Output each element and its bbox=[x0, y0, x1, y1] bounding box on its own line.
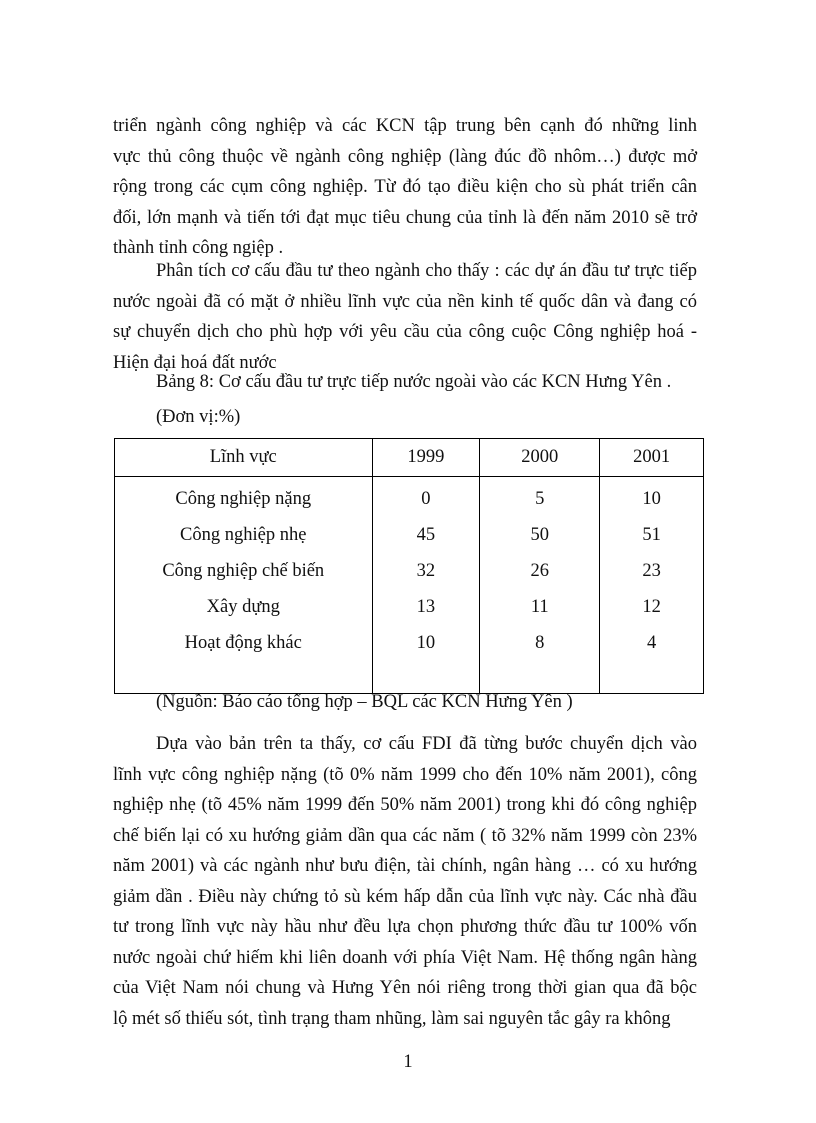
paragraph-3-line: lĩnh vực công nghiệp nặng (tõ 0% năm 1999 cho đến 10% năm 2001), công bbox=[113, 764, 697, 785]
table-row bbox=[115, 589, 704, 625]
paragraph-2 bbox=[113, 256, 697, 378]
table-row bbox=[115, 477, 704, 518]
paragraph-2-line: nước ngoài đã có mặt ở nhiều lĩnh vực của nền kinh tế quốc dân và đang có bbox=[113, 291, 697, 312]
table-row bbox=[115, 553, 704, 589]
table-cell: Công nghiệp chế biến bbox=[115, 553, 373, 589]
paragraph-1-line: thành tỉnh công ngiệp . bbox=[113, 238, 284, 258]
paragraph-3-line: của Việt Nam nói chung và Hưng Yên nói riêng trong thời gian qua đã bộc bbox=[113, 978, 697, 998]
paragraph-3-line: nghiệp nhẹ (tõ 45% năm 1999 đến 50% năm 2001) trong khi đó công nghiệp bbox=[113, 795, 697, 815]
table-unit: (Đơn vị:%) bbox=[156, 407, 241, 427]
table-header-cell: 1999 bbox=[372, 439, 480, 477]
table-cell: 23 bbox=[600, 553, 704, 589]
paragraph-2-line: sự chuyển dịch cho phù hợp với yêu cầu của công cuộc Công nghiệp hoá - bbox=[113, 322, 697, 342]
table-cell bbox=[480, 661, 600, 694]
table-cell: 26 bbox=[480, 553, 600, 589]
table-cell bbox=[600, 661, 704, 694]
table-cell: 0 bbox=[372, 477, 480, 518]
table-row bbox=[115, 625, 704, 661]
table-cell bbox=[372, 661, 480, 694]
table-cell: 32 bbox=[372, 553, 480, 589]
table-cell: 51 bbox=[600, 517, 704, 553]
table-cell: 5 bbox=[480, 477, 600, 518]
table-caption: Bảng 8: Cơ cấu đầu tư trực tiếp nước ngoài vào các KCN Hưng Yên . bbox=[156, 372, 672, 392]
table-header-cell: 2000 bbox=[480, 439, 600, 477]
investment-structure-table bbox=[114, 438, 704, 694]
paragraph-3-line: lộ mét số thiếu sót, tình trạng tham nhũng, làm sai nguyên tắc gây ra không bbox=[113, 1008, 671, 1029]
table-cell: Hoạt động khác bbox=[115, 625, 373, 661]
table-cell: Xây dựng bbox=[115, 589, 373, 625]
table-cell: 50 bbox=[480, 517, 600, 553]
paragraph-3-line: giảm dần . Điều này chứng tỏ sù kém hấp dẫn của lĩnh vực này. Các nhà đầu bbox=[113, 886, 697, 907]
paragraph-3-line: tư trong lĩnh vực này hầu như đều lựa chọn phương thức đầu tư 100% vốn bbox=[113, 917, 697, 937]
table-cell bbox=[115, 661, 373, 694]
table-cell: 8 bbox=[480, 625, 600, 661]
table-cell: 10 bbox=[372, 625, 480, 661]
table-header-cell: Lĩnh vực bbox=[115, 439, 373, 477]
page-number: 1 bbox=[403, 1052, 413, 1072]
paragraph-3-line: năm 2001) và các ngành như bưu điện, tài chính, ngân hàng … có xu hướng bbox=[113, 856, 697, 876]
table-empty-row bbox=[115, 661, 704, 694]
table-cell: Công nghiệp nặng bbox=[115, 477, 373, 518]
paragraph-2-line: Hiện đại hoá đất nước bbox=[113, 352, 277, 373]
paragraph-1-line: rộng trong các cụm công nghiệp. Từ đó tạo điều kiện cho sù phát triển cân bbox=[113, 177, 697, 197]
table-cell: Công nghiệp nhẹ bbox=[115, 517, 373, 553]
table-row bbox=[115, 517, 704, 553]
paragraph-1-line: triển ngành công nghiệp và các KCN tập trung bên cạnh đó những linh bbox=[113, 116, 697, 136]
paragraph-1-line: đối, lớn mạnh và tiến tới đạt mục tiêu chung của tỉnh là đến năm 2010 sẽ trở bbox=[113, 207, 697, 228]
table-cell: 4 bbox=[600, 625, 704, 661]
paragraph-2-line: Phân tích cơ cấu đầu tư theo ngành cho thấy : các dự án đầu tư trực tiếp bbox=[156, 261, 697, 281]
table-cell: 10 bbox=[600, 477, 704, 518]
table-cell: 13 bbox=[372, 589, 480, 625]
paragraph-3-line: chế biến lại có xu hướng giảm dần qua các năm ( tõ 32% năm 1999 còn 23% bbox=[113, 825, 697, 846]
table-source: (Nguồn: Báo cáo tổng hợp – BQL các KCN Hưng Yên ) bbox=[156, 692, 573, 712]
paragraph-1 bbox=[113, 111, 697, 264]
table-cell: 11 bbox=[480, 589, 600, 625]
paragraph-3 bbox=[113, 729, 697, 1034]
paragraph-3-line: Dựa vào bản trên ta thấy, cơ cấu FDI đã từng bước chuyển dịch vào bbox=[156, 734, 697, 754]
paragraph-3-line: nước ngoài chứ hiếm khi liên doanh với phía Việt Nam. Hệ thống ngân hàng bbox=[113, 947, 697, 968]
paragraph-1-line: vực thủ công thuộc về ngành công nghiệp (làng đúc đồ nhôm…) được mở bbox=[113, 146, 697, 167]
table-cell: 45 bbox=[372, 517, 480, 553]
table-cell: 12 bbox=[600, 589, 704, 625]
table-header-row bbox=[115, 439, 704, 477]
table-header-cell: 2001 bbox=[600, 439, 704, 477]
